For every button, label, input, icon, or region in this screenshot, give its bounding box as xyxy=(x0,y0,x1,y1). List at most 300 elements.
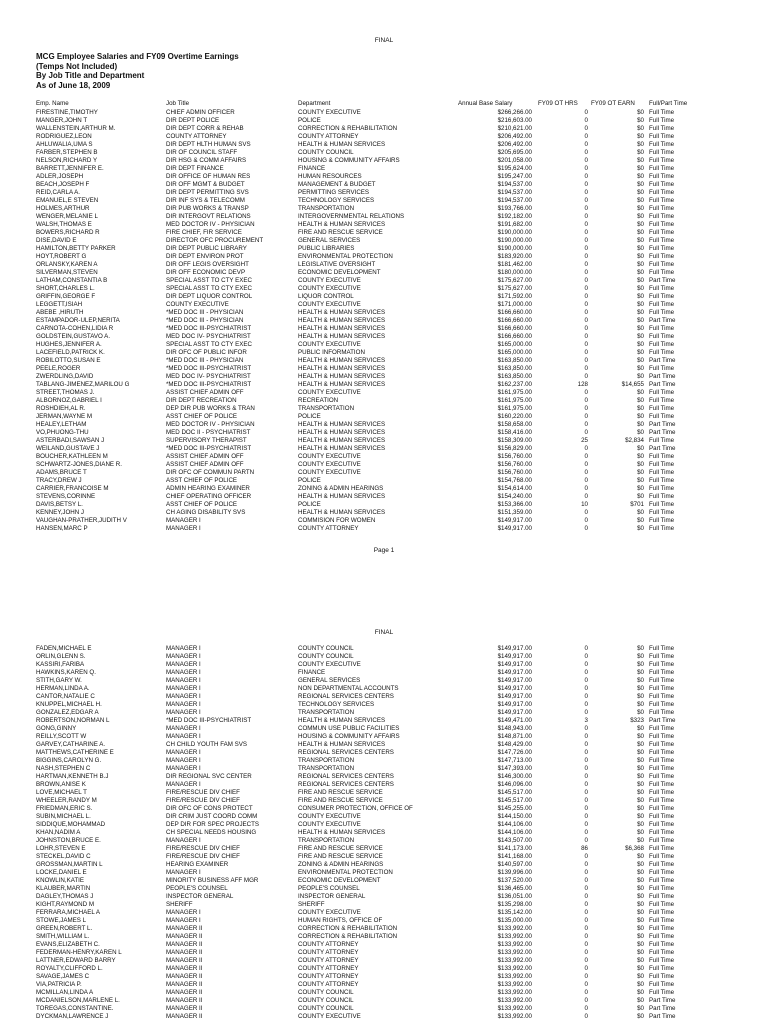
cell-employment-type: Full Time xyxy=(649,796,675,804)
cell-ot-earn: $0 xyxy=(637,933,644,941)
table-row xyxy=(0,661,768,669)
table-row xyxy=(0,437,768,445)
cell-ot-earn: $0 xyxy=(637,684,644,692)
cell-employment-type: Full Time xyxy=(649,132,675,140)
cell-name: FIRESTINE,TIMOTHY xyxy=(36,108,98,116)
cell-ot-hrs: 0 xyxy=(584,796,588,804)
cell-salary: $149,917.00 xyxy=(497,652,532,660)
cell-name: KNOWLIN,KATIE xyxy=(36,876,85,884)
cell-department: ZONING & ADMIN HEARINGS xyxy=(298,485,384,493)
table-row xyxy=(0,829,768,837)
cell-employment-type: Part Time xyxy=(649,421,676,429)
cell-salary: $133,992.00 xyxy=(497,965,532,973)
cell-salary: $133,992.00 xyxy=(497,1005,532,1013)
cell-employment-type: Full Time xyxy=(649,740,675,748)
table-row xyxy=(0,181,768,189)
cell-department: TRANSPORTATION xyxy=(298,405,355,413)
cell-department: HEALTH & HUMAN SERVICES xyxy=(298,356,386,364)
cell-employment-type: Full Time xyxy=(649,485,675,493)
cell-salary: $195,624.00 xyxy=(497,164,532,172)
cell-ot-earn: $0 xyxy=(637,172,644,180)
cell-department: COMMUN USE PUBLIC FACILITIES xyxy=(298,724,400,732)
cell-name: TOREGAS,CONSTANTINE. xyxy=(36,1005,114,1013)
col-header-dept: Department xyxy=(298,100,331,107)
cell-salary: $141,173.00 xyxy=(497,844,532,852)
cell-salary: $181,462.00 xyxy=(497,260,532,268)
table-row xyxy=(0,445,768,453)
cell-ot-earn: $0 xyxy=(637,461,644,469)
cell-employment-type: Full Time xyxy=(649,909,675,917)
cell-name: ROBERTSON,NORMAN L xyxy=(36,716,110,724)
cell-salary: $144,106.00 xyxy=(497,828,532,836)
cell-salary: $133,992.00 xyxy=(497,941,532,949)
cell-salary: $149,917.00 xyxy=(497,684,532,692)
table-row xyxy=(0,189,768,197)
cell-ot-hrs: 0 xyxy=(584,772,588,780)
cell-job-title: MANAGER I xyxy=(166,700,201,708)
col-header-name: Emp. Name xyxy=(36,100,69,107)
cell-name: LEGGETT,ISIAH xyxy=(36,300,83,308)
cell-ot-hrs: 0 xyxy=(584,676,588,684)
cell-name: HUGHES,JENNIFER A. xyxy=(36,340,102,348)
cell-job-title: MANAGER I xyxy=(166,660,201,668)
cell-department: SHERIFF xyxy=(298,901,325,908)
cell-employment-type: Full Time xyxy=(649,389,675,397)
cell-ot-earn: $0 xyxy=(637,724,644,732)
table-row xyxy=(0,405,768,413)
table-row xyxy=(0,693,768,701)
cell-ot-hrs: 0 xyxy=(584,788,588,796)
cell-salary: $156,829.00 xyxy=(497,445,532,453)
cell-ot-earn: $0 xyxy=(637,324,644,332)
cell-ot-earn: $0 xyxy=(637,204,644,212)
cell-department: GENERAL SERVICES xyxy=(298,676,361,684)
cell-ot-hrs: 0 xyxy=(584,308,588,316)
cell-name: LACEFIELD,PATRICK K. xyxy=(36,348,105,356)
cell-job-title: ASST CHIEF OF POLICE xyxy=(166,501,238,509)
cell-ot-hrs: 0 xyxy=(584,116,588,124)
table-row xyxy=(0,997,768,1005)
cell-ot-hrs: 0 xyxy=(584,989,588,997)
cell-ot-hrs: 0 xyxy=(584,132,588,140)
table-row xyxy=(0,109,768,117)
cell-department: CORRECTION & REHABILITATION xyxy=(298,925,398,933)
cell-salary: $161,975.00 xyxy=(497,389,532,397)
cell-salary: $149,917.00 xyxy=(497,700,532,708)
cell-department: ZONING & ADMIN HEARINGS xyxy=(298,860,384,868)
table-row xyxy=(0,877,768,885)
table-row xyxy=(0,893,768,901)
cell-salary: $156,760.00 xyxy=(497,461,532,469)
cell-job-title: MANAGER I xyxy=(166,917,201,925)
cell-name: KENNEY,JOHN J xyxy=(36,509,85,517)
table-row xyxy=(0,845,768,853)
cell-ot-hrs: 0 xyxy=(584,860,588,868)
cell-ot-hrs: 0 xyxy=(584,909,588,917)
cell-ot-hrs: 0 xyxy=(584,740,588,748)
table-row xyxy=(0,453,768,461)
cell-ot-earn: $0 xyxy=(637,949,644,957)
cell-job-title: MANAGER II xyxy=(166,941,203,949)
cell-department: HEALTH & HUMAN SERVICES xyxy=(298,437,386,445)
cell-name: LATTNER,EDWARD BARRY xyxy=(36,957,116,965)
cell-ot-hrs: 0 xyxy=(584,957,588,965)
cell-employment-type: Full Time xyxy=(649,517,675,525)
cell-name: EVANS,ELIZABETH C. xyxy=(36,941,100,949)
cell-salary: $141,168.00 xyxy=(497,852,532,860)
cell-name: BIGGINS,CAROLYN G. xyxy=(36,756,102,764)
cell-department: POLICE xyxy=(298,413,321,421)
cell-salary: $149,917.00 xyxy=(497,692,532,700)
table-row xyxy=(0,197,768,205)
cell-job-title: MANAGER I xyxy=(166,748,201,756)
cell-employment-type: Full Time xyxy=(649,820,675,828)
table-row xyxy=(0,429,768,437)
cell-ot-earn: $0 xyxy=(637,820,644,828)
cell-job-title: COUNTY EXECUTIVE xyxy=(166,300,229,308)
cell-name: FADEN,MICHAEL E xyxy=(36,644,92,652)
cell-department: POLICE xyxy=(298,477,321,485)
cell-salary: $158,309.00 xyxy=(497,437,532,445)
cell-job-title: DIR INTERGOVT RELATIONS xyxy=(166,212,251,220)
cell-ot-earn: $0 xyxy=(637,1013,644,1021)
cell-employment-type: Full Time xyxy=(649,124,675,132)
cell-department: LIQUOR CONTROL xyxy=(298,292,354,300)
table-row xyxy=(0,717,768,725)
cell-ot-earn: $0 xyxy=(637,708,644,716)
cell-ot-hrs: 0 xyxy=(584,525,588,533)
cell-employment-type: Full Time xyxy=(649,973,675,981)
cell-ot-hrs: 0 xyxy=(584,164,588,172)
cell-ot-hrs: 0 xyxy=(584,300,588,308)
cell-employment-type: Part Time xyxy=(649,429,676,437)
cell-ot-earn: $0 xyxy=(637,485,644,493)
table-row xyxy=(0,701,768,709)
cell-job-title: MED DOC II - PSYCHIATRIST xyxy=(166,429,251,437)
cell-job-title: DIRECTOR OFC PROCUREMENT xyxy=(166,236,264,244)
cell-salary: $135,000.00 xyxy=(497,917,532,925)
cell-employment-type: Full Time xyxy=(649,756,675,764)
col-header-ot-earn: FY09 OT EARN xyxy=(591,100,635,107)
cell-ot-hrs: 0 xyxy=(584,997,588,1005)
cell-salary: $146,096.00 xyxy=(497,780,532,788)
cell-employment-type: Full Time xyxy=(649,989,675,997)
cell-employment-type: Full Time xyxy=(649,925,675,933)
cell-ot-hrs: 0 xyxy=(584,180,588,188)
table-row xyxy=(0,133,768,141)
cell-employment-type: Full Time xyxy=(649,196,675,204)
cell-department: HEALTH & HUMAN SERVICES xyxy=(298,316,386,324)
cell-job-title: DIR DEPT PERMITTING SVS xyxy=(166,188,249,196)
title-line: By Job Title and Department xyxy=(36,71,145,81)
cell-name: RODRIGUEZ,LEON xyxy=(36,132,92,140)
cell-job-title: MANAGER I xyxy=(166,676,201,684)
cell-salary: $147,726.00 xyxy=(497,748,532,756)
cell-salary: $149,917.00 xyxy=(497,644,532,652)
cell-ot-earn: $0 xyxy=(637,668,644,676)
cell-employment-type: Full Time xyxy=(649,501,675,509)
cell-ot-earn: $0 xyxy=(637,453,644,461)
cell-employment-type: Full Time xyxy=(649,437,675,445)
cell-job-title: INSPECTOR GENERAL xyxy=(166,892,234,900)
cell-ot-earn: $0 xyxy=(637,212,644,220)
cell-department: HEALTH & HUMAN SERVICES xyxy=(298,324,386,332)
cell-employment-type: Full Time xyxy=(649,477,675,485)
cell-department: POLICE xyxy=(298,501,321,509)
cell-job-title: ASSIST CHIEF ADMIN OFF xyxy=(166,453,244,461)
table-row xyxy=(0,309,768,317)
cell-salary: $148,943.00 xyxy=(497,724,532,732)
cell-name: BEACH,JOSEPH F xyxy=(36,180,90,188)
cell-ot-earn: $0 xyxy=(637,748,644,756)
title-line: MCG Employee Salaries and FY09 Overtime Earnings xyxy=(36,52,239,61)
cell-ot-hrs: 0 xyxy=(584,1005,588,1013)
cell-name: FERRARA,MICHAEL A xyxy=(36,909,101,917)
cell-name: ESTAMPADOR-ULEP,NERITA xyxy=(36,316,120,324)
cell-job-title: MANAGER I xyxy=(166,644,201,652)
cell-employment-type: Full Time xyxy=(649,204,675,212)
cell-salary: $133,992.00 xyxy=(497,997,532,1005)
cell-employment-type: Full Time xyxy=(649,228,675,236)
cell-ot-hrs: 0 xyxy=(584,356,588,364)
cell-ot-earn: $0 xyxy=(637,740,644,748)
cell-job-title: FIRE/RESCUE DIV CHIEF xyxy=(166,788,240,796)
cell-ot-hrs: 0 xyxy=(584,453,588,461)
cell-employment-type: Full Time xyxy=(649,252,675,260)
cell-ot-hrs: 0 xyxy=(584,652,588,660)
cell-job-title: DIR OF COUNCIL STAFF xyxy=(166,148,238,156)
cell-ot-hrs: 0 xyxy=(584,756,588,764)
cell-job-title: MANAGER I xyxy=(166,652,201,660)
cell-job-title: *MED DOC III-PSYCHIATRIST xyxy=(166,716,252,724)
cell-job-title: HEARING EXAMINER xyxy=(166,860,229,868)
cell-job-title: DIR OFFICE OF HUMAN RES xyxy=(166,172,251,180)
cell-ot-earn: $0 xyxy=(637,108,644,116)
cell-department: COUNTY EXECUTIVE xyxy=(298,300,361,308)
cell-department: HEALTH & HUMAN SERVICES xyxy=(298,740,386,748)
cell-department: COUNTY EXECUTIVE xyxy=(298,660,361,668)
cell-employment-type: Full Time xyxy=(649,949,675,957)
cell-salary: $149,917.00 xyxy=(497,525,532,533)
cell-department: COUNTY EXECUTIVE xyxy=(298,812,361,820)
cell-employment-type: Full Time xyxy=(649,868,675,876)
cell-employment-type: Part Time xyxy=(649,1005,676,1013)
cell-employment-type: Full Time xyxy=(649,860,675,868)
cell-job-title: MANAGER II xyxy=(166,1013,203,1021)
cell-department: TRANSPORTATION xyxy=(298,708,355,716)
cell-department: COUNTY ATTORNEY xyxy=(298,132,359,140)
cell-ot-hrs: 0 xyxy=(584,820,588,828)
cell-ot-hrs: 0 xyxy=(584,764,588,772)
cell-name: WENGER,MELANIE L xyxy=(36,212,98,220)
cell-department: MANAGEMENT & BUDGET xyxy=(298,180,376,188)
cell-salary: $158,658.00 xyxy=(497,421,532,429)
table-row xyxy=(0,869,768,877)
cell-ot-hrs: 0 xyxy=(584,732,588,740)
cell-ot-earn: $0 xyxy=(637,252,644,260)
table-row xyxy=(0,885,768,893)
cell-salary: $135,142.00 xyxy=(497,909,532,917)
cell-job-title: SPECIAL ASST TO CTY EXEC xyxy=(166,340,252,348)
cell-employment-type: Full Time xyxy=(649,116,675,124)
cell-ot-hrs: 0 xyxy=(584,204,588,212)
cell-employment-type: Full Time xyxy=(649,844,675,852)
cell-ot-earn: $0 xyxy=(637,124,644,132)
cell-name: MCDANIELSON,MARLENE L. xyxy=(36,997,120,1005)
table-row xyxy=(0,805,768,813)
table-row xyxy=(0,989,768,997)
cell-employment-type: Full Time xyxy=(649,308,675,316)
col-header-salary: Annual Base Salary xyxy=(458,100,513,107)
cell-ot-earn: $0 xyxy=(637,405,644,413)
table-row xyxy=(0,485,768,493)
cell-name: BARRETT,JENNIFER E. xyxy=(36,164,104,172)
table-row xyxy=(0,757,768,765)
cell-ot-earn: $0 xyxy=(637,493,644,501)
cell-employment-type: Full Time xyxy=(649,188,675,196)
cell-ot-earn: $0 xyxy=(637,828,644,836)
cell-salary: $147,393.00 xyxy=(497,764,532,772)
cell-ot-hrs: 10 xyxy=(581,501,588,509)
cell-salary: $133,992.00 xyxy=(497,933,532,941)
page2-status-header: FINAL xyxy=(374,629,394,636)
table-row xyxy=(0,917,768,925)
cell-name: HERMAN,LINDA A. xyxy=(36,684,90,692)
cell-ot-hrs: 0 xyxy=(584,429,588,437)
cell-name: DISE,DAVID E xyxy=(36,236,77,244)
cell-ot-earn: $0 xyxy=(637,348,644,356)
cell-employment-type: Full Time xyxy=(649,836,675,844)
table-row xyxy=(0,933,768,941)
cell-department: COUNTY ATTORNEY xyxy=(298,949,359,957)
cell-ot-hrs: 0 xyxy=(584,724,588,732)
cell-department: HUMAN RIGHTS, OFFICE OF xyxy=(298,917,383,925)
cell-ot-hrs: 0 xyxy=(584,405,588,413)
table-row xyxy=(0,797,768,805)
cell-name: GONZALEZ,EDGAR A xyxy=(36,708,99,716)
cell-salary: $194,537.00 xyxy=(497,188,532,196)
cell-ot-hrs: 0 xyxy=(584,876,588,884)
cell-job-title: DIR DEPT HLTH HUMAN SVS xyxy=(166,140,251,148)
table-row xyxy=(0,125,768,133)
table-row xyxy=(0,853,768,861)
table-row xyxy=(0,645,768,653)
cell-ot-hrs: 0 xyxy=(584,421,588,429)
cell-department: COUNTY EXECUTIVE xyxy=(298,284,361,292)
cell-ot-earn: $0 xyxy=(637,973,644,981)
cell-job-title: MANAGER I xyxy=(166,517,201,525)
cell-department: HUMAN RESOURCES xyxy=(298,172,362,180)
cell-employment-type: Part Time xyxy=(649,316,676,324)
cell-ot-earn: $0 xyxy=(637,148,644,156)
table-row xyxy=(0,117,768,125)
cell-department: POLICE xyxy=(298,116,321,124)
cell-department: HEALTH & HUMAN SERVICES xyxy=(298,493,386,501)
cell-salary: $135,298.00 xyxy=(497,901,532,908)
cell-ot-earn: $0 xyxy=(637,140,644,148)
cell-employment-type: Full Time xyxy=(649,365,675,372)
cell-ot-hrs: 0 xyxy=(584,917,588,925)
table-row xyxy=(0,397,768,405)
table-row xyxy=(0,909,768,917)
cell-employment-type: Full Time xyxy=(649,933,675,941)
cell-employment-type: Part Time xyxy=(649,445,676,453)
cell-department: HEALTH & HUMAN SERVICES xyxy=(298,373,386,381)
cell-ot-earn: $701 xyxy=(630,501,644,509)
cell-ot-hrs: 0 xyxy=(584,365,588,372)
table-row xyxy=(0,413,768,421)
table-row xyxy=(0,229,768,237)
cell-employment-type: Full Time xyxy=(649,236,675,244)
cell-employment-type: Full Time xyxy=(649,901,675,908)
cell-ot-earn: $0 xyxy=(637,692,644,700)
cell-name: SUBIN,MICHAEL L. xyxy=(36,812,91,820)
cell-name: MCMILLAN,LINDA A xyxy=(36,989,94,997)
cell-department: RECREATION xyxy=(298,397,339,405)
cell-name: GRIFFIN,GEORGE F xyxy=(36,292,96,300)
cell-ot-hrs: 0 xyxy=(584,836,588,844)
cell-ot-earn: $0 xyxy=(637,756,644,764)
cell-ot-earn: $0 xyxy=(637,228,644,236)
table-row xyxy=(0,357,768,365)
cell-job-title: *MED DOC III - PHYSICIAN xyxy=(166,308,244,316)
cell-department: COUNTY EXECUTIVE xyxy=(298,453,361,461)
cell-ot-hrs: 0 xyxy=(584,108,588,116)
cell-employment-type: Full Time xyxy=(649,981,675,989)
cell-salary: $162,237.00 xyxy=(497,381,532,389)
cell-employment-type: Full Time xyxy=(649,892,675,900)
table-row xyxy=(0,277,768,285)
cell-job-title: FIRE/RESCUE DIV CHIEF xyxy=(166,796,240,804)
cell-employment-type: Full Time xyxy=(649,876,675,884)
cell-employment-type: Full Time xyxy=(649,156,675,164)
cell-department: ECONOMIC DEVELOPMENT xyxy=(298,876,381,884)
cell-ot-hrs: 0 xyxy=(584,268,588,276)
cell-ot-earn: $0 xyxy=(637,917,644,925)
cell-name: LOVE,MICHAEL T xyxy=(36,788,87,796)
table-row xyxy=(0,949,768,957)
cell-ot-hrs: 0 xyxy=(584,220,588,228)
cell-job-title: DIR DEPT POLICE xyxy=(166,116,220,124)
cell-name: PEELE,ROGER xyxy=(36,365,81,372)
cell-salary: $180,000.00 xyxy=(497,268,532,276)
cell-ot-earn: $0 xyxy=(637,644,644,652)
cell-employment-type: Full Time xyxy=(649,493,675,501)
cell-ot-hrs: 0 xyxy=(584,445,588,453)
cell-ot-hrs: 0 xyxy=(584,660,588,668)
cell-ot-earn: $0 xyxy=(637,244,644,252)
cell-salary: $206,492.00 xyxy=(497,132,532,140)
cell-name: REID,CARLA A. xyxy=(36,188,81,196)
table-row xyxy=(0,205,768,213)
cell-employment-type: Part Time xyxy=(649,276,676,284)
cell-employment-type: Full Time xyxy=(649,828,675,836)
table-row xyxy=(0,245,768,253)
cell-employment-type: Full Time xyxy=(649,748,675,756)
cell-salary: $163,850.00 xyxy=(497,365,532,372)
cell-job-title: DEP DIR PUB WORKS & TRAN xyxy=(166,405,255,413)
cell-ot-earn: $0 xyxy=(637,909,644,917)
title-line: As of June 18, 2009 xyxy=(36,80,111,90)
cell-name: DAGLEY,THOMAS J xyxy=(36,892,94,900)
cell-department: FIRE AND RESCUE SERVICE xyxy=(298,844,383,852)
cell-salary: $166,660.00 xyxy=(497,308,532,316)
cell-name: LOCKE,DANIEL E xyxy=(36,868,87,876)
cell-employment-type: Full Time xyxy=(649,244,675,252)
cell-ot-earn: $0 xyxy=(637,332,644,340)
cell-job-title: MANAGER I xyxy=(166,780,201,788)
cell-name: WEILAND,GUSTAVE J xyxy=(36,445,100,453)
